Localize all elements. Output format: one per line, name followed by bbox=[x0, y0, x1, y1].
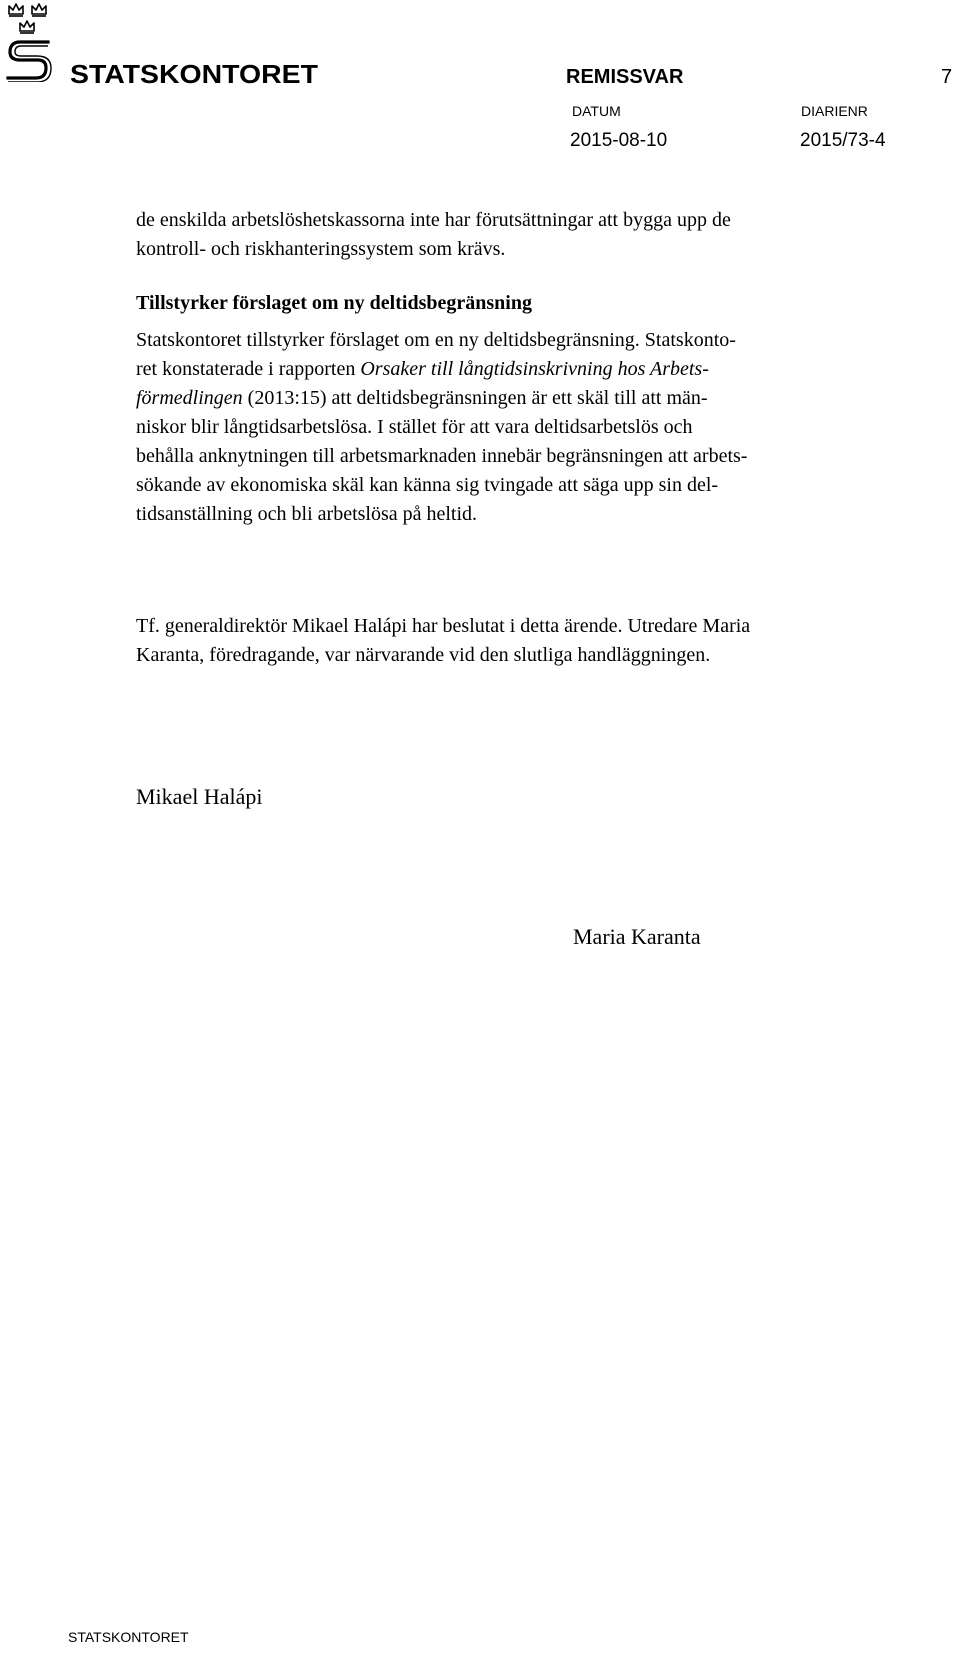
text-line: Tf. generaldirektör Mikael Halápi har beslutat i detta ärende. Utredare Maria bbox=[136, 615, 751, 637]
section-heading: Tillstyrker förslaget om ny deltidsbegränsning bbox=[136, 292, 532, 314]
text-line: sökande av ekonomiska skäl kan känna sig tvingade att säga upp sin del- bbox=[136, 474, 719, 496]
document-type: REMISSVAR bbox=[566, 66, 684, 88]
text-line: Statskontoret tillstyrker förslaget om en ny deltidsbegränsning. Statskonto- bbox=[136, 329, 736, 351]
crowns-s-emblem-icon bbox=[6, 2, 52, 82]
reference-label: DIARIENR bbox=[801, 103, 868, 119]
text-line: tidsanställning och bli arbetslösa på heltid. bbox=[136, 503, 478, 525]
org-name: STATSKONTORET bbox=[70, 62, 319, 86]
page-number: 7 bbox=[941, 66, 953, 88]
date-value: 2015-08-10 bbox=[570, 130, 668, 151]
text-run: ret konstaterade i rapporten bbox=[136, 358, 361, 380]
text-line: de enskilda arbetslöshetskassorna inte har förutsättningar att bygga upp de bbox=[136, 209, 731, 231]
text-line: Karanta, föredragande, var närvarande vid den slutliga handläggningen. bbox=[136, 644, 711, 666]
reference-value: 2015/73-4 bbox=[800, 130, 886, 151]
text-line: niskor blir långtidsarbetslösa. I stället för att vara deltidsarbetslös och bbox=[136, 416, 693, 438]
text-line bbox=[136, 384, 896, 413]
signature-name-2: Maria Karanta bbox=[573, 924, 701, 949]
report-title-italic: förmedlingen bbox=[136, 387, 243, 409]
signature-name-1: Mikael Halápi bbox=[136, 784, 263, 809]
decision-paragraph bbox=[136, 612, 896, 670]
text-line bbox=[136, 355, 896, 384]
footer-org: STATSKONTORET bbox=[68, 1629, 189, 1645]
body-paragraph bbox=[136, 326, 896, 529]
report-title-italic: Orsaker till långtidsinskrivning hos Arbets- bbox=[360, 358, 709, 380]
statskontoret-wordmark bbox=[70, 62, 320, 86]
text-run: (2013:15) att deltidsbegränsningen är ett skäl till att män- bbox=[242, 387, 708, 409]
intro-paragraph bbox=[136, 206, 896, 264]
text-line: behålla anknytningen till arbetsmarknaden innebär begränsningen att arbets- bbox=[136, 445, 748, 467]
text-line: kontroll- och riskhanteringssystem som krävs. bbox=[136, 238, 506, 260]
date-label: DATUM bbox=[572, 103, 621, 119]
